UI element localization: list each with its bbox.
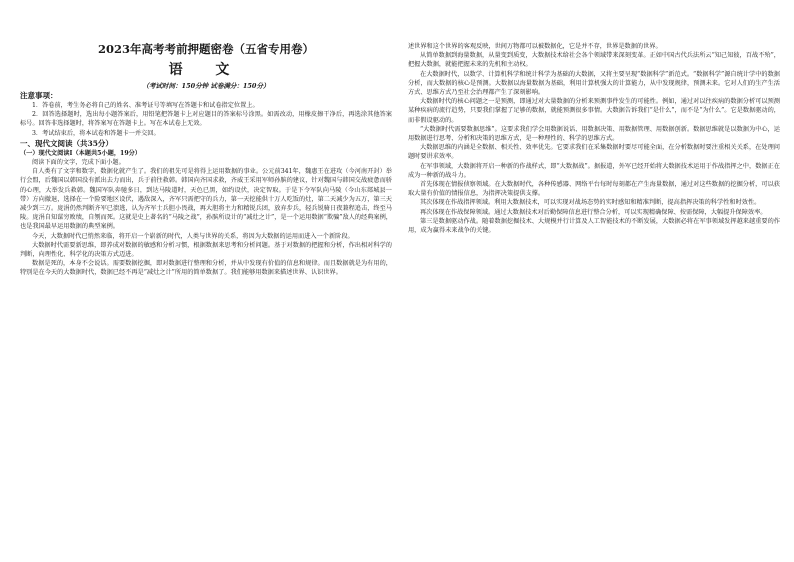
notes-heading: 注意事项： xyxy=(20,91,58,100)
passage-paragraph: 述世界和这个世界的客观反映，世间万物都可以被数据化，它是并不存，世界是数据的世界。 xyxy=(408,43,662,50)
passage-paragraph: 大数据思维的内涵是全数据、相关性、效率优先。它要求我们在采集数据时要尽可能全面，在分析数据时要注重相关关系，在处理问题时要讲求效率。 xyxy=(408,144,780,161)
exam-meta: （考试时间：150分钟 试卷满分：150分） xyxy=(142,82,270,90)
passage-paragraph: “大数据时代需要数据思维”。这要求我们学会用数据说话、用数据决策、用数据管理、用数据创新。数据思维就是以数据为中心，运用数据进行思考、分析和决策的思维方式，是一种理性的、科学的思维方式。 xyxy=(408,125,780,143)
passage-paragraph: 第三是数据驱动作战。随着数据挖掘技术、大规模并行计算及人工智能技术的不断发展，大数据必将在军事领域发挥越来越重要的作用，成为赢得未来战争的关键。 xyxy=(408,217,780,235)
passage-paragraph: 数据是死的，本身不会说话。需要数据挖掘，即对数据进行整理和分析，并从中发现有价值的信息和规律。而且数据就是为有用的，特别是在今天的大数据时代，数据已经不再是“减灶之计”所用的简单数据了。我们能够用数据来描述世界、认识世界。 xyxy=(20,260,392,277)
left-column xyxy=(20,0,392,562)
passage-paragraph: 从简单数据到海量数据，从量变到质变，大数据技术给社会各个领域带来深刻变革。正如中国古代兵法所云“知己知彼，百战不殆”，把握大数据，就能把握未来的先机和主动权。 xyxy=(408,52,780,69)
right-column xyxy=(408,0,780,562)
passage-paragraph: 在军事领域，大数据将开启一种新的作战样式，即“大数据战”。据报道，外军已经开始将大数据技术运用于作战指挥之中，数据正在成为一种新的战斗力。 xyxy=(408,162,780,179)
section-instruction: 阅读下面的文字，完成下面小题。 xyxy=(32,159,125,167)
passage-paragraph: 其次体现在作战指挥领域。利用大数据技术，可以实现对战场态势的实时感知和精准判断，提高指挥决策的科学性和时效性。 xyxy=(420,199,761,207)
exam-title: 2023年高考考前押题密卷（五省专用卷） xyxy=(97,42,314,56)
exam-subject: 语 文 xyxy=(168,62,244,78)
note-item: 3．考试结束后，将本试卷和答题卡一并交回。 xyxy=(32,129,160,137)
note-item: 1．答卷前，考生务必将自己的姓名、准考证号等填写在答题卡和试卷指定位置上。 xyxy=(32,102,259,109)
section-sub-heading: （一）现代文阅读Ⅰ（本题共5小题，19分） xyxy=(20,149,141,157)
passage-paragraph: 自人类有了文字和数字，数据化就产生了。我们的祖先可是将得上运用数据的事业。公元前341年，魏惠王在进攻（今河南开封）举行会盟，后魏国以韩国没有派出去力而出，兵于前往救韩。韩国向齐国求救，齐威王采用军师孙膑的建议，针对魏国与韩国交战疲惫而骄的心理，大举发兵救韩。魏国军队奔驰多日，到达马陵道时，天色已黑，如约设伏，决定智取。于是下令军队向马陵（今山东郯城县一带）方向撤退，选择在一个险要地区设伏，遇敌深入，齐军只需把守的兵力，第一天挖能供十万人吃饭的灶，第二天减少为五万，第三天减少到三万。庞涓仍然判断齐军已溃逃，认为齐军士兵胆小畏战，再大胆将主力和精锐兵团，放弃步兵，轻兵锐骑日夜兼程追击，终至马陵。庞涓自知谋穷败绩，自刎而死。这就是史上著名的“马陵之战”，孙膑所设计的“减灶之计”，是一个运用数据“欺骗”敌人的经典案例，也是我国最早运用数据的典型案例。 xyxy=(20,168,392,231)
section-heading: 一、现代文阅读（共35分） xyxy=(20,138,113,148)
passage-paragraph: 首先体现在情报侦察领域。在大数据时代，各种传感器、网络平台每时每刻都在产生海量数据，通过对这些数据的挖掘分析，可以获取大量有价值的情报信息，为指挥决策提供支撑。 xyxy=(408,181,780,198)
passage-paragraph: 大数据时代需要新思维，即养成对数据的敏感和分析习惯，根据数据来思考和分析问题。基于对数据的把握和分析，作出相对科学的判断，向理性化、科学化的决策方式迈进。 xyxy=(20,241,392,259)
passage-paragraph: 再次体现在作战保障领域。通过大数据技术对后勤保障信息进行整合分析，可以实现精确保障、按需保障，大幅提升保障效率。 xyxy=(420,208,767,216)
passage-paragraph: 在大数据时代，以数学、计算机科学和统计科学为基础的大数据，又将主要呈现“数据科学”新范式。“数据科学”源自统计学中的数据分析，而大数据的核心是预测。大数据以海量数据为基础，利用计算机强大的计算能力，从中发现规律，预测未来。它对人们的生产生活方式、思维方式乃至社会治理都产生了深刻影响。 xyxy=(408,70,780,97)
passage-paragraph: 大数据时代的核心问题之一是预测，即通过对大量数据的分析来预测事件发生的可能性。例如，通过对以往疾病的数据分析可以预测某种疾病的流行趋势，只要我们掌握了足够的数据，就能预测很多事情。大数据告诉我们“是什么”，而不是“为什么”。它是数据驱动的，而非假设驱动的。 xyxy=(408,98,780,124)
passage-paragraph: 今天，大数据时代已悄然来临，将开启一个崭新的时代，人类与世界的关系，将因为大数据的运用而进入一个新阶段。 xyxy=(32,232,354,240)
note-item: 2．回答选择题时，选出每小题答案后，用铅笔把答题卡上对应题目的答案标号涂黑。如需改动，用橡皮擦干净后，再选涂其他答案标号。回答非选择题时，将答案写在答题卡上。写在本试卷上无效。 xyxy=(20,111,392,128)
